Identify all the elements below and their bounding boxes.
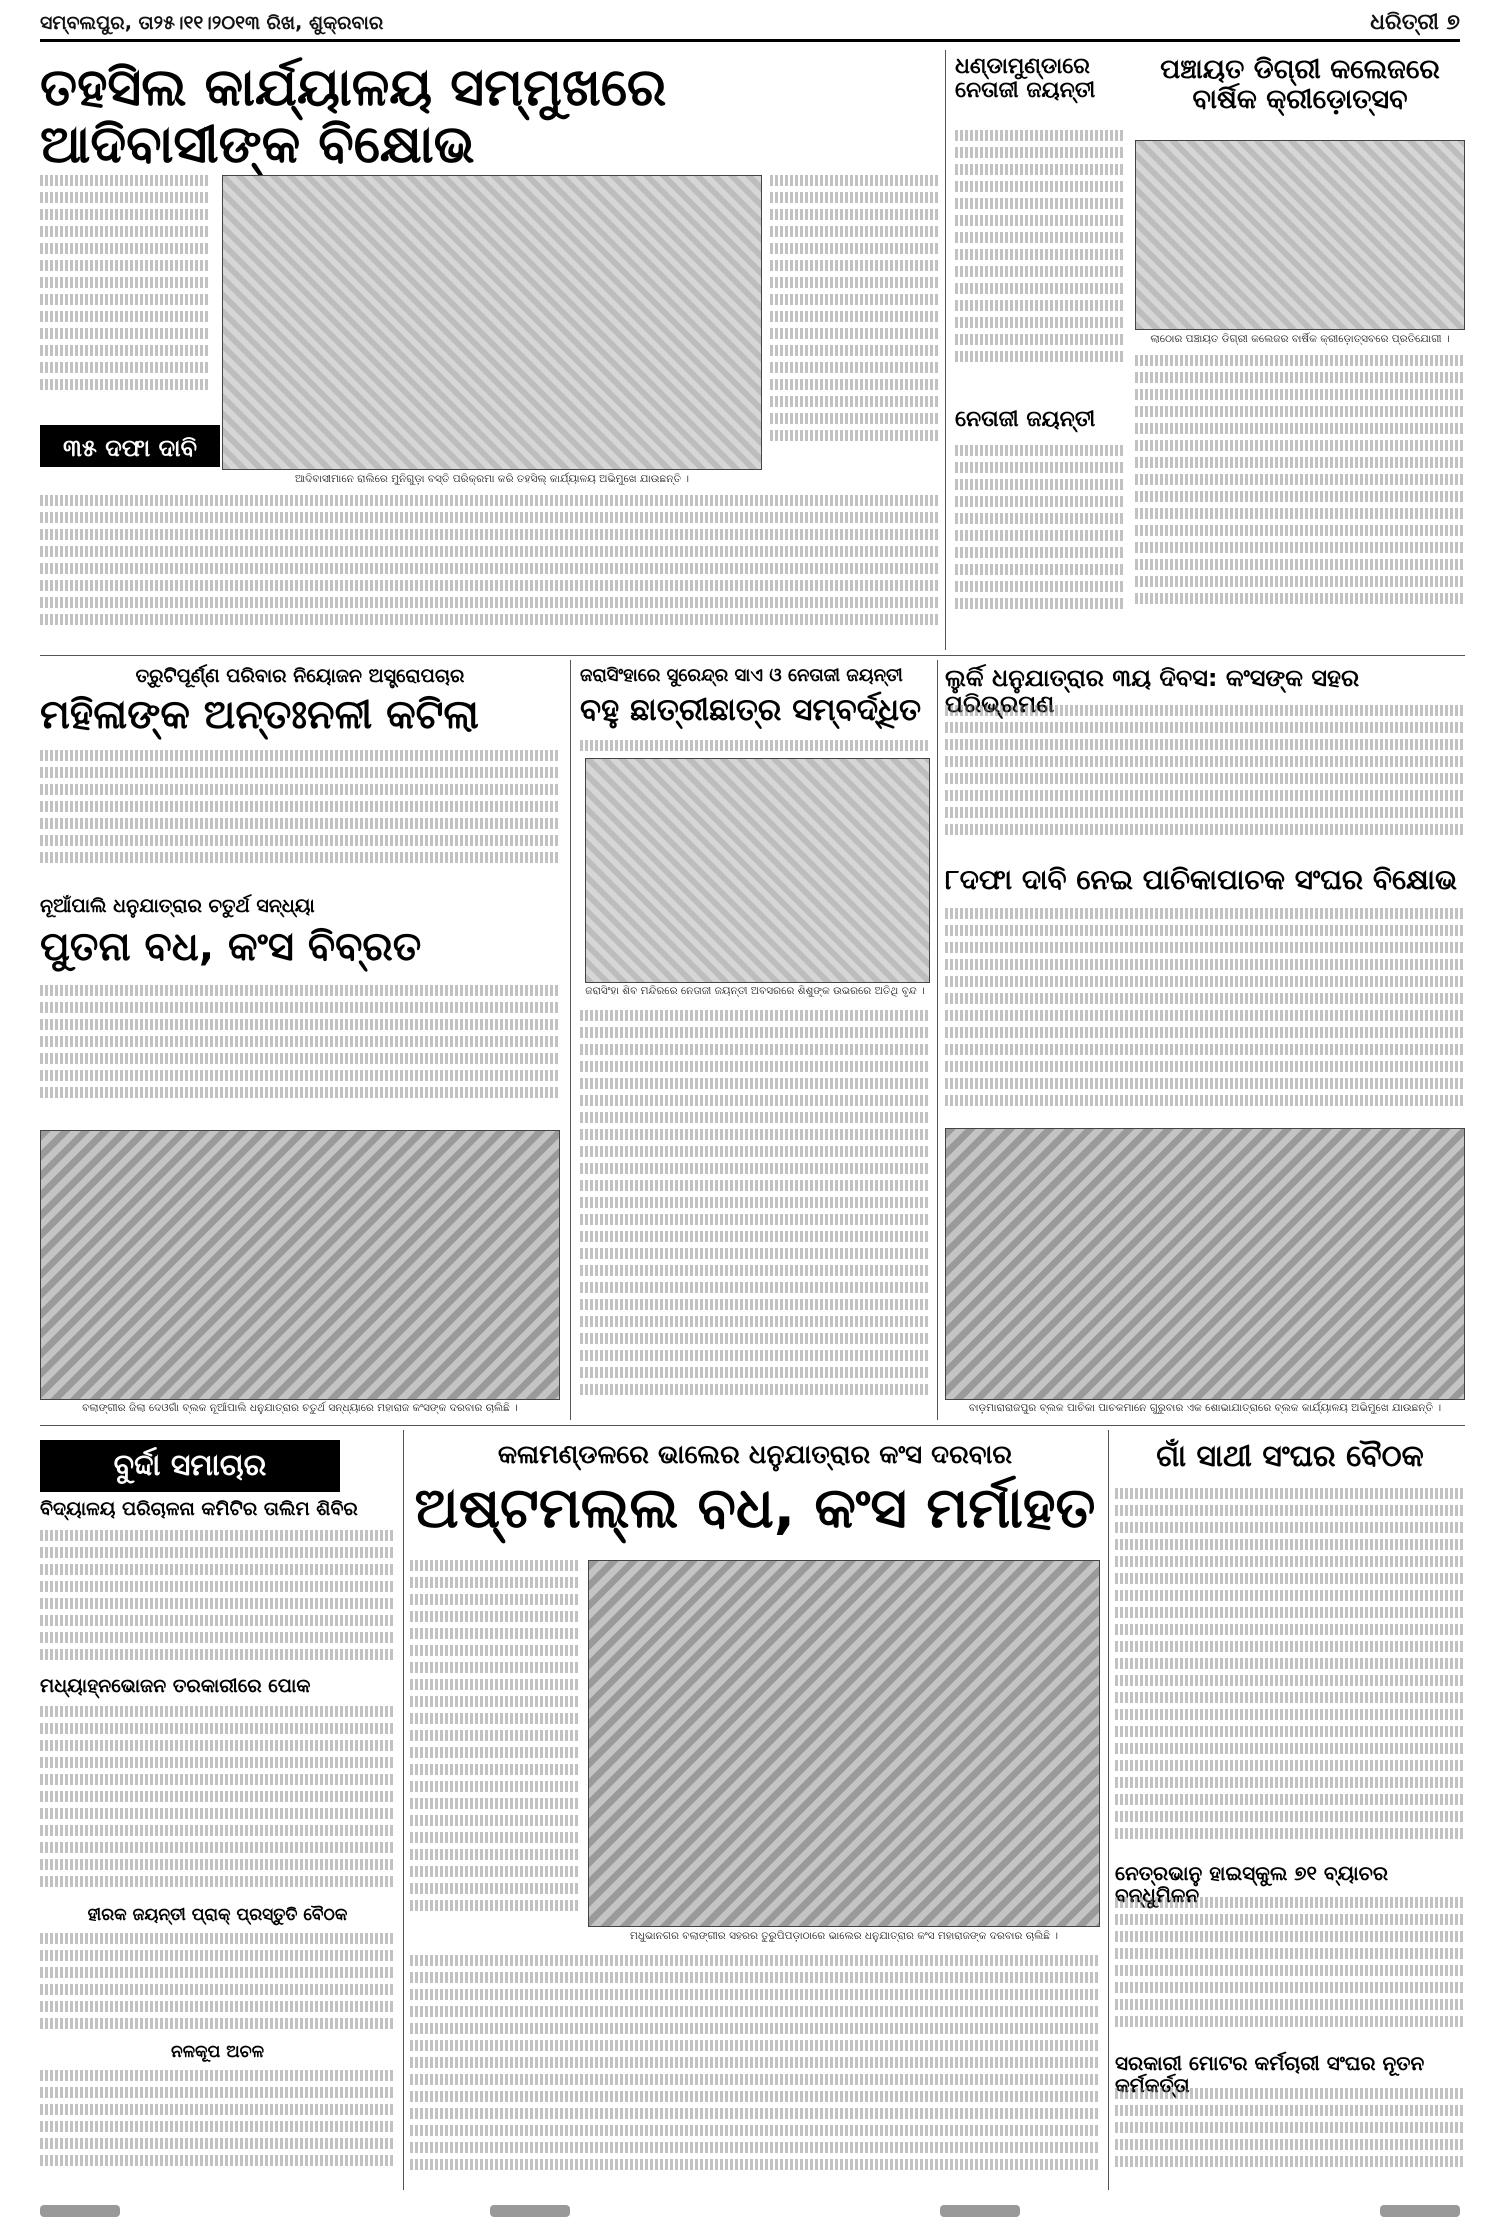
kalamandal-caption: ମଧୁଭାନଗର ବଲାଙ୍ଗୀର ସହରର ତୁରୁପିପଡ଼ାଠାରେ ଭାଲେର ଧନୁଯାତ୍ରାର କଂସ ମହାରାଜଙ୍କ ଦରବାର ଚାଲିଛି ।: [630, 1930, 1058, 1942]
registration-mark: [940, 2205, 1020, 2217]
jarasingha-body: [580, 1010, 930, 1420]
burda-sub2: ମଧ୍ୟାହ୍ନଭୋଜନ ତରକାରୀରେ ପୋକ: [40, 1675, 311, 1697]
column-rule: [1108, 1430, 1109, 2190]
burda-body2: [40, 1706, 395, 1901]
jarasingha-kicker: ଜରାସିଂହାରେ ସୁରେନ୍ଦ୍ର ସାଏ ଓ ନେତାଜୀ ଜୟନ୍ତୀ: [580, 665, 903, 686]
nuapali-body: [40, 985, 560, 1125]
page-folio: [40, 8, 1460, 42]
column-rule: [570, 660, 571, 1420]
lead-photo: [222, 175, 762, 470]
lead-headline: ତହସିଲ କାର୍ଯ୍ୟାଳୟ ସମ୍ମୁଖରେ ଆଦିବାସୀଙ୍କ ବିକ୍ଷୋଭ: [40, 58, 667, 176]
registration-mark: [1380, 2205, 1460, 2217]
gaan-body: [1115, 1488, 1465, 1858]
lead-photo-caption: ଆଦିବାସୀମାନେ ରାଲିରେ ମୁନିଗୁଡ଼ା ବସ୍ତି ପରିକ୍ରମା କରି ତହସିଲ୍ କାର୍ଯ୍ୟାଳୟ ଅଭିମୁଖେ ଯାଉଛନ୍ତି ।: [295, 473, 689, 485]
sarkari-body: [1115, 2088, 1465, 2180]
cooks-body: [945, 908, 1465, 1123]
burda-box: ବୁର୍ଦ୍ଦା ସମାଚାର: [40, 1440, 340, 1492]
section-rule: [40, 1425, 1465, 1426]
gaan-headline: ଗାଁ ସାଥୀ ସଂଘର ବୈଠକ: [1156, 1439, 1424, 1474]
burda-body3: [40, 1933, 395, 2038]
panchayat-caption: ଲାଠୋର ପଞ୍ଚାୟତ ଡିଗ୍ରୀ କଲେଜର ବାର୍ଷିକ କ୍ରୀଡ଼ୋତ୍ସବରେ ପ୍ରତିଯୋଗୀ ।: [1150, 333, 1450, 345]
jarasingha-photo: [585, 758, 930, 983]
burda-sub1: ବିଦ୍ୟାଳୟ ପରିଚାଳନା କମିଟିର ତାଲିମ ଶିବିର: [40, 1498, 358, 1520]
nuapali-photo: [40, 1130, 560, 1400]
burda-body4: [40, 2070, 395, 2180]
burda-sub3: ହୀରକ ଜୟନ୍ତୀ ପ୍ରାକ୍ ପ୍ରସ୍ତୁତି ବୈଠକ: [87, 1905, 348, 1925]
lead-body-col4: [770, 175, 940, 475]
nuapali-headline: ପୁତନା ବଧ, କଂସ ବିବ୍ରତ: [40, 924, 422, 970]
column-rule: [403, 1430, 404, 2190]
jarasingha-headline: ବହୁ ଛାତ୍ରୀଛାତ୍ର ସମ୍ବର୍ଦ୍ଧିତ: [580, 692, 922, 728]
registration-mark: [40, 2205, 120, 2217]
cooks-caption: ବାଡ଼ମାରାରାଜପୁର ବ୍ଲକ ପାଚିକା ପାଚକମାନେ ଗୁରୁବାର ଏକ ଶୋଭାଯାତ୍ରାରେ ବ୍ଲକ କାର୍ଯ୍ୟାଳୟ ଅଭିମୁଖେ ଯାଉଛନ୍ତି ।: [968, 1402, 1442, 1414]
women-headline: ମହିଳାଙ୍କ ଅନ୍ତଃନଳୀ କଟିଲା: [40, 692, 479, 738]
netrabhanu-headline: ନେତ୍ରଭାନୁ ହାଇସ୍କୁଲ ୭୧ ବ୍ୟାଚର ବନ୍ଧୁମିଳନ: [1115, 1861, 1389, 1907]
panchayat-headline: ପଞ୍ଚାୟତ ଡିଗ୍ରୀ କଲେଜରେ ବାର୍ଷିକ କ୍ରୀଡ଼ୋତ୍ସବ: [1160, 54, 1440, 115]
kalamandal-headline: ଅଷ୍ଟମଲ୍ଲ ବଧ, କଂସ ମର୍ମାହତ: [414, 1476, 1096, 1541]
women-kicker: ତ୍ରୁଟିପୂର୍ଣ୍ଣ ପରିବାର ନିୟୋଜନ ଅସ୍ତ୍ରୋପଚାର: [135, 665, 465, 687]
column-rule: [945, 50, 946, 650]
kalamandal-body-left: [410, 1560, 580, 1930]
cooks-photo: [945, 1128, 1465, 1400]
nuapali-caption: ବଲାଙ୍ଗୀର ଜିଲା ଦେଓଗାଁ ବ୍ଲକ ନୂଆଁପାଲି ଧନୁଯାତ୍ରାର ଚତୁର୍ଥ ସନ୍ଧ୍ୟାରେ ମହାରାଜ କଂସଙ୍କ ଦରବାର ଚାଲିଛି ।: [82, 1402, 518, 1414]
women-body: [40, 750, 560, 885]
column-rule: [937, 660, 938, 1420]
burda-sub4: ନଳକୂପ ଅଚଳ: [171, 2042, 264, 2062]
netaji-headline: ନେତାଜୀ ଜୟନ୍ତୀ: [955, 407, 1096, 432]
jarasingha-body-top: [580, 740, 930, 752]
cooks-headline: ୮ଦଫା ଦାବି ନେଇ ପାଚିକାପାଚକ ସଂଘର ବିକ୍ଷୋଭ: [945, 863, 1458, 896]
nuapali-kicker: ନୂଆଁପାଲି ଧନୁଯାତ୍ରାର ଚତୁର୍ଥ ସନ୍ଧ୍ୟା: [40, 895, 315, 917]
folio-date: ସମ୍ବଲପୁର, ତା୨୫।୧୧।୨୦୧୩ ରିଖ, ଶୁକ୍ରବାର: [40, 12, 384, 34]
sarkari-headline: ସରକାରୀ ମୋଟର କର୍ମଚାରୀ ସଂଘର ନୂତନ କର୍ମକର୍ତ୍ତା: [1115, 2051, 1425, 2097]
kalamandal-photo: [588, 1560, 1100, 1927]
jarasingha-caption: ଜରାସିଂହା ଶିବ ମନ୍ଦିରରେ ନେତାଜୀ ଜୟନ୍ତୀ ଅବସରରେ ଶିଶୁଙ୍କ ଉଭରରେ ଅତିଥି ବୃନ୍ଦ ।: [585, 985, 925, 997]
lead-demand-box: ୩୫ ଦଫା ଦାବି: [40, 425, 220, 467]
dhanamunda-headline: ଧଣ୍ଡାମୁଣ୍ଡାରେ ନେତାଜୀ ଜୟନ୍ତୀ: [955, 54, 1096, 104]
lead-body-bottom: [40, 495, 940, 645]
netrabhanu-body: [1115, 1897, 1465, 2047]
kalamandal-body-bottom: [410, 1955, 1100, 2180]
lurki-body: [945, 705, 1465, 855]
panchayat-photo: [1135, 140, 1465, 330]
lead-body-col1: [40, 175, 210, 415]
folio-page: ଧରିତ୍ରୀ ୭: [1370, 10, 1460, 35]
registration-mark: [490, 2205, 570, 2217]
kalamandal-kicker: କଳାମଣ୍ଡଳରେ ଭାଲେର ଧନୁଯାତ୍ରାର କଂସ ଦରବାର: [497, 1440, 1013, 1470]
dhanamunda-body: [955, 130, 1125, 400]
lurki-headline: ଲୁର୍କି ଧନୁଯାତ୍ରାର ୩ୟ ଦିବସ: କଂସଙ୍କ ସହର ପରିଭ୍ରମଣ: [945, 664, 1360, 719]
panchayat-body: [1135, 355, 1465, 645]
netaji-body: [955, 445, 1125, 645]
burda-body1: [40, 1530, 395, 1670]
section-rule: [40, 655, 1465, 656]
